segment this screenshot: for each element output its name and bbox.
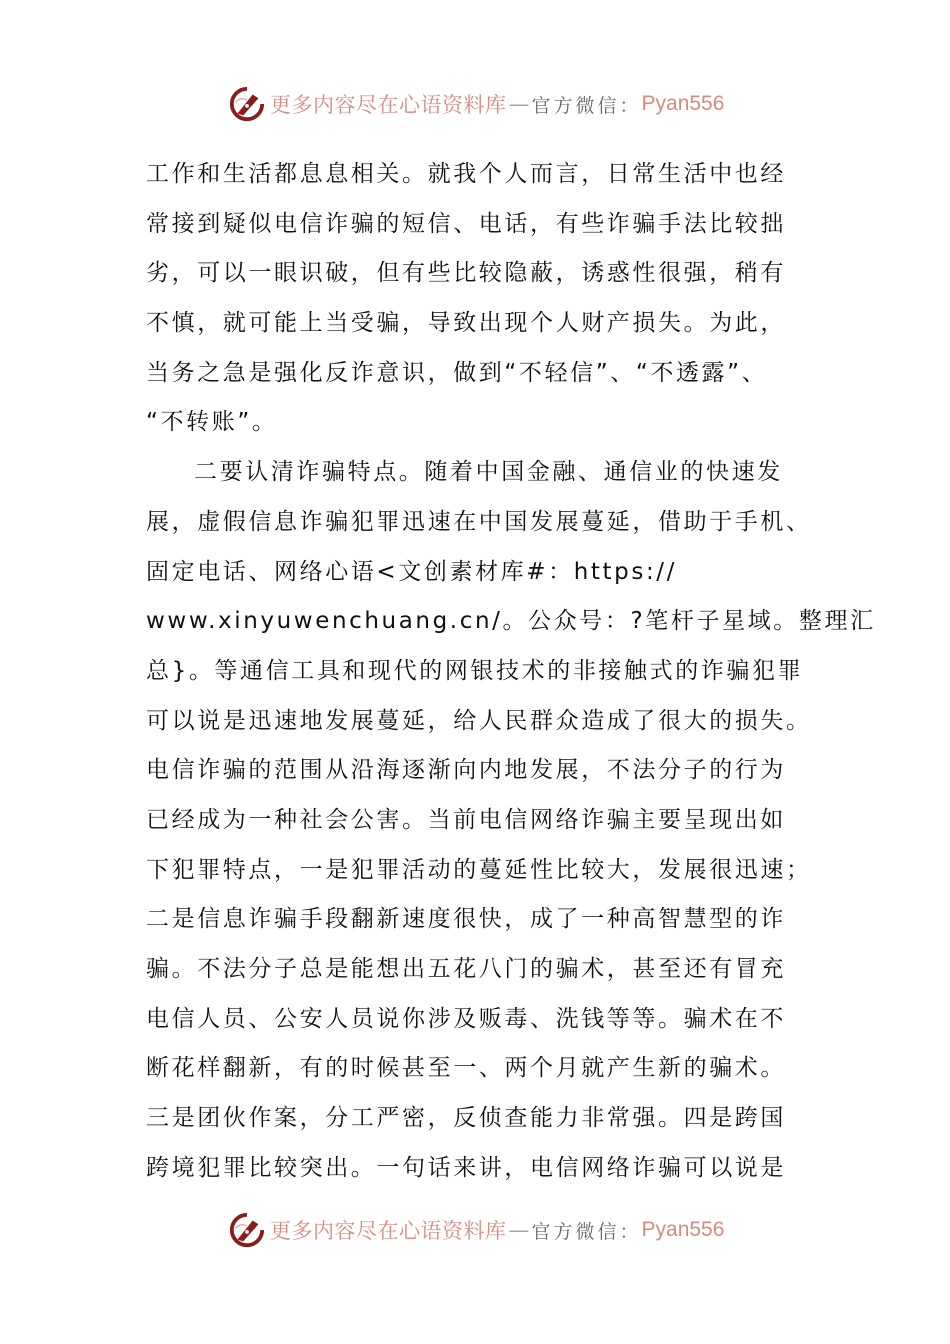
quill-pen-logo-icon [228,85,266,123]
url-text-line: www.xinyuwenchuang.cn/。公众号：?笔杆子星域。整理汇 [146,608,876,635]
banner-official-label: 官方微信： [531,1220,642,1243]
text-line: 电信人员、公安人员说你涉及贩毒、洗钱等等。骗术在不 [146,1005,786,1032]
text-line: 跨境犯罪比较突出。一句话来讲，电信网络诈骗可以说是 [146,1154,786,1181]
banner-dash: — [508,92,530,116]
text-line: 断花样翻新，有的时候甚至一、两个月就产生新的骗术。 [146,1055,786,1082]
document-body [146,150,876,1193]
text-line: 二是信息诈骗手段翻新速度很快，成了一种高智慧型的诈 [146,906,786,933]
text-line: 展，虚假信息诈骗犯罪迅速在中国发展蔓延，借助于手机、 [146,508,812,535]
text-line: 当务之急是强化反诈意识，做到“不轻信”、“不透露”、 [146,359,768,386]
text-line: 可以说是迅速地发展蔓延，给人民群众造成了很大的损失。 [146,707,812,734]
text-line: 三是团伙作案，分工严密，反侦查能力非常强。四是跨国 [146,1105,786,1132]
paragraph-start-line: 二要认清诈骗特点。随着中国金融、通信业的快速发 [194,459,783,486]
text-line: 固定电话、网络心语<文创素材库#：https:// [146,558,677,585]
text-line: 电信诈骗的范围从沿海逐渐向内地发展，不法分子的行为 [146,757,786,784]
text-line: 不慎，就可能上当受骗，导致出现个人财产损失。为此， [146,310,786,337]
banner-promo-text: 更多内容尽在心语资料库 [270,93,507,117]
text-line: 劣，可以一眼识破，但有些比较隐蔽，诱惑性很强，稍有 [146,260,786,287]
banner-dash: — [508,1218,530,1242]
text-line: “不转账”。 [146,409,278,436]
text-line: 工作和生活都息息相关。就我个人而言，日常生活中也经 [146,161,786,187]
banner-official-label: 官方微信： [531,94,642,117]
quill-pen-logo-icon [228,1211,266,1249]
text-line: 已经成为一种社会公害。当前电信网络诈骗主要呈现出如 [146,806,786,833]
text-line: 总}。等通信工具和现代的网银技术的非接触式的诈骗犯罪 [146,657,804,684]
text-line: 下犯罪特点，一是犯罪活动的蔓延性比较大，发展很迅速； [146,856,812,883]
banner-promo-text: 更多内容尽在心语资料库 [270,1219,507,1243]
footer-banner [228,1210,724,1250]
text-line: 骗。不法分子总是能想出五花八门的骗术，甚至还有冒充 [146,956,786,982]
text-line: 常接到疑似电信诈骗的短信、电话，有些诈骗手法比较拙 [146,210,786,237]
header-banner [228,84,724,124]
banner-wechat-id: Pyan556 [641,92,725,115]
banner-wechat-id: Pyan556 [641,1218,725,1241]
